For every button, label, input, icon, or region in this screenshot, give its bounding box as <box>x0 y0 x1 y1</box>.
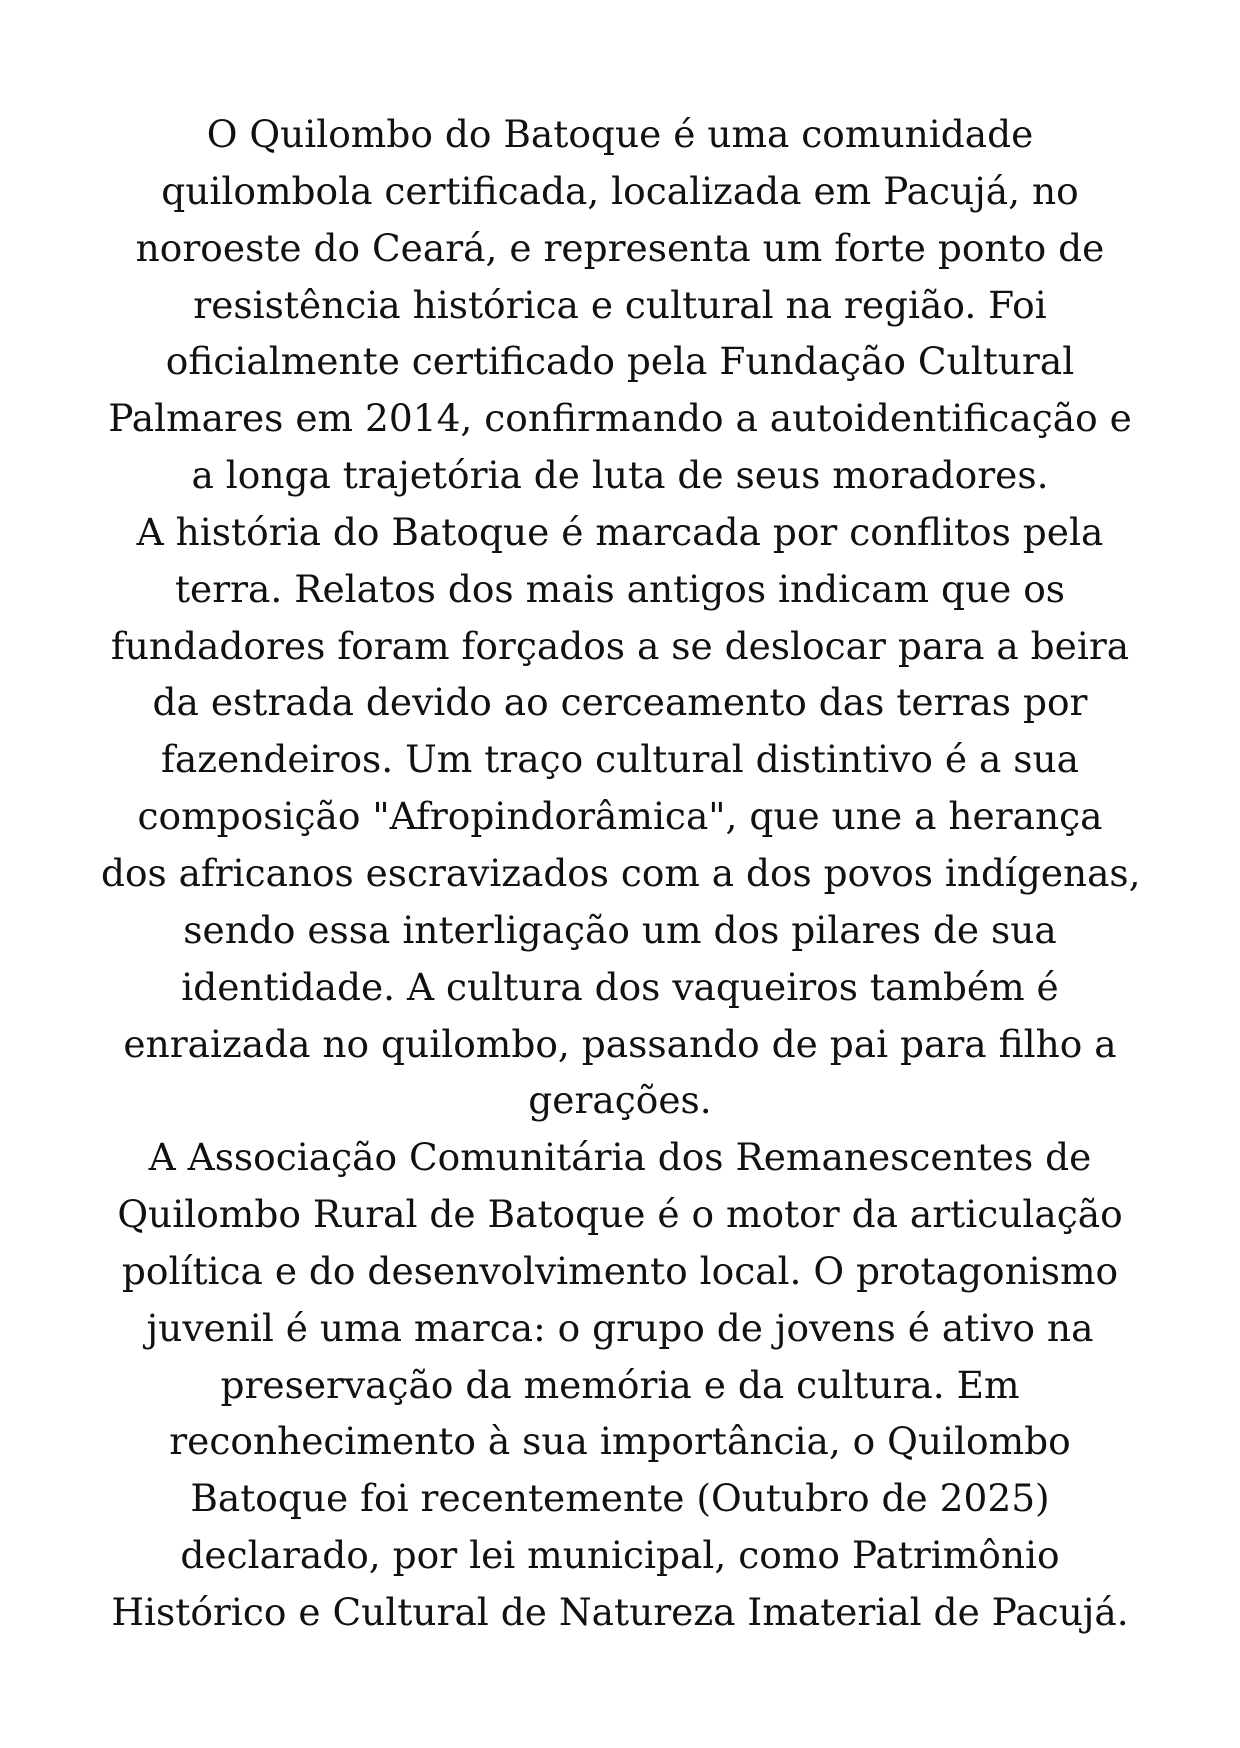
text-line: quilombola certificada, localizada em Pacujá, no <box>161 168 1079 213</box>
text-line: A história do Batoque é marcada por conflitos pela <box>136 509 1104 554</box>
text-line: reconhecimento à sua importância, o Quilombo <box>169 1419 1071 1464</box>
text-line: dos africanos escravizados com a dos povos indígenas, <box>100 850 1141 895</box>
text-line: terra. Relatos dos mais antigos indicam que os <box>174 566 1066 611</box>
body-text <box>100 106 1140 1641</box>
text-line: O Quilombo do Batoque é uma comunidade <box>206 112 1034 156</box>
text-line: sendo essa interligação um dos pilares de sua <box>183 907 1057 952</box>
text-line: Palmares em 2014, confirmando a autoidentificação e <box>108 396 1132 441</box>
text-line: juvenil é uma marca: o grupo de jovens é ativo na <box>146 1305 1094 1350</box>
text-line: composição "Afropindorâmica", que une a herança <box>137 794 1103 839</box>
text-line: Quilombo Rural de Batoque é o motor da articulação <box>117 1192 1123 1237</box>
text-line: enraizada no quilombo, passando de pai para filho a <box>123 1021 1117 1066</box>
text-line: resistência histórica e cultural na região. Foi <box>193 282 1047 327</box>
text-line: da estrada devido ao cerceamento das terras por <box>152 680 1088 725</box>
text-line: oficialmente certificado pela Fundação Cultural <box>165 339 1075 384</box>
text-line: fazendeiros. Um traço cultural distintivo é a sua <box>161 737 1079 782</box>
text-line: noroeste do Ceará, e representa um forte ponto de <box>135 225 1105 270</box>
paragraph-3 <box>100 1129 1140 1641</box>
paragraph-1 <box>100 106 1140 504</box>
text-line: identidade. A cultura dos vaqueiros também é <box>181 964 1059 1009</box>
text-line: Batoque foi recentemente (Outubro de 2025) <box>190 1476 1050 1521</box>
text-line: gerações. <box>528 1078 712 1123</box>
text-line: política e do desenvolvimento local. O protagonismo <box>121 1248 1119 1293</box>
paragraph-2 <box>100 504 1140 1129</box>
text-line: a longa trajetória de luta de seus moradores. <box>191 453 1049 498</box>
text-line: declarado, por lei municipal, como Patrimônio <box>180 1533 1060 1578</box>
text-line: fundadores foram forçados a se deslocar para a beira <box>110 623 1130 668</box>
text-line: Histórico e Cultural de Natureza Imaterial de Pacujá. <box>111 1589 1129 1634</box>
text-line: preservação da memória e da cultura. Em <box>220 1362 1020 1407</box>
text-line: A Associação Comunitária dos Remanescentes de <box>148 1135 1092 1180</box>
